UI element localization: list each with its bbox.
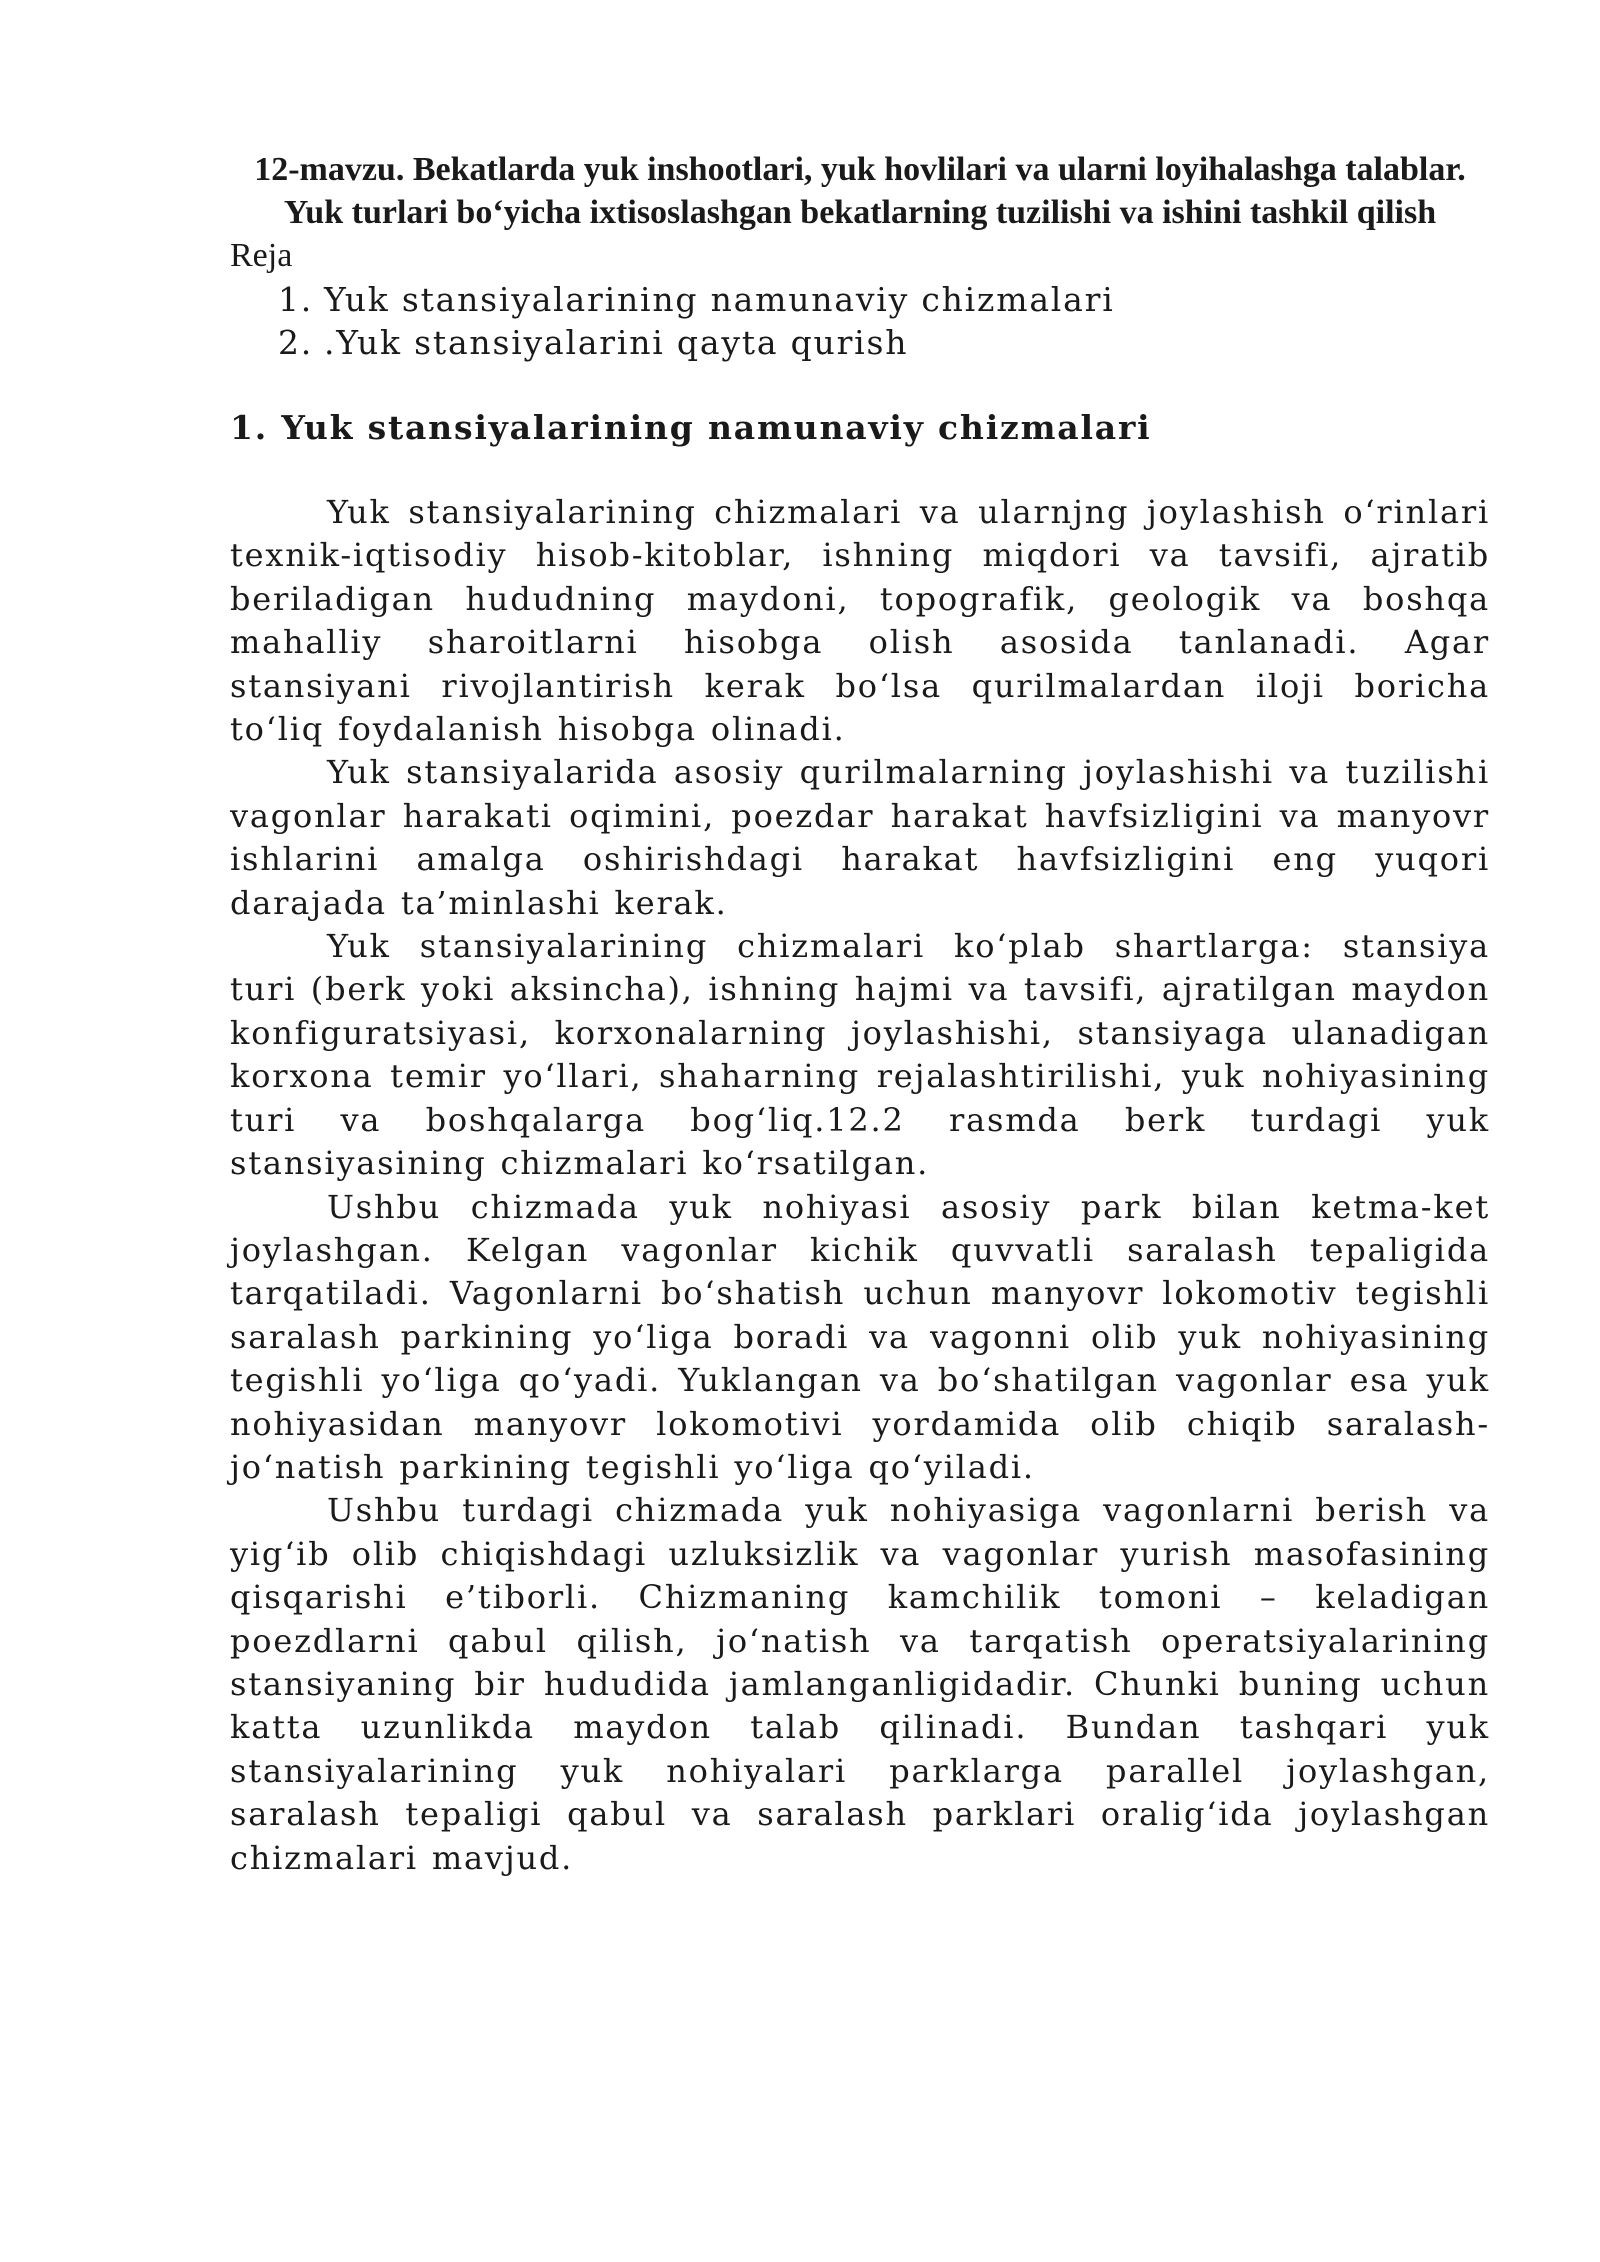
document-title: 12-mavzu. Bekatlarda yuk inshootlari, yuk hovlilari va ularni loyihalashga talablar. Yuk turlari bo‘yicha ixtisoslashgan bekatlarning tuzilishi va ishini tashkil qilish — [254, 151, 1466, 231]
paragraph: Ushbu chizmada yuk nohiyasi asosiy park bilan ketma-ket joylashgan. Kelgan vagonlar kichik quvvatli saralash tepaligida tarqatiladi. Vagonlarni bo‘shatish uchun manyovr lokomotiv tegishli saralash parkining yo‘liga boradi va vagonni olib yuk nohiyasining tegishli yo‘liga qo‘yadi. Yuklangan va bo‘shatilgan vagonlar esa yuk nohiyasidan manyovr lokomotivi yordamida olib chiqib saralash-jo‘natish parkining tegishli yo‘liga qo‘yiladi. — [230, 1187, 1490, 1486]
document-page — [230, 148, 1490, 1880]
plan-item — [278, 321, 1490, 364]
paragraph: Yuk stansiyalarining chizmalari ko‘plab shartlarga: stansiya turi (berk yoki aksincha), ishning hajmi va tavsifi, ajratilgan maydon konfiguratsiyasi, korxonalarning joylashishi, stansiyaga ulanadigan korxona temir yo‘llari, shaharning rejalashtirilishi, yuk nohiyasining turi va boshqalarga bog‘liq.12.2 rasmda berk turdagi yuk stansiyasining chizmalari ko‘rsatilgan. — [230, 927, 1490, 1183]
paragraph: Yuk stansiyalarining chizmalari va ularnjng joylashish o‘rinlari texnik-iqtisodiy hisob-kitoblar, ishning miqdori va tavsifi, ajratib beriladigan hududning maydoni, topografik, geologik va boshqa mahalliy sharoitlarni hisobga olish asosida tanlanadi. Agar stansiyani rivojlantirish kerak bo‘lsa qurilmalardan iloji boricha to‘liq foydalanish hisobga olinadi. — [230, 493, 1490, 749]
plan-item-number: 1. — [278, 280, 314, 319]
plan-list — [230, 278, 1490, 364]
plan-item-text: Yuk stansiyalarining namunaviy chizmalari — [324, 280, 1115, 319]
plan-label: Reja — [230, 237, 293, 274]
plan-item-text: .Yuk stansiyalarini qayta qurish — [324, 323, 909, 362]
paragraph: Yuk stansiyalarida asosiy qurilmalarning joylashishi va tuzilishi vagonlar harakati oqimini, poezdar harakat havfsizligini va manyovr ishlarini amalga oshirishdagi harakat havfsizligini eng yuqori darajada ta’minlashi kerak. — [230, 753, 1490, 922]
plan-item-number: 2. — [278, 323, 314, 362]
section-heading: 1. Yuk stansiyalarining namunaviy chizmalari — [230, 408, 1152, 447]
body-text — [230, 491, 1490, 1880]
plan-item — [278, 278, 1490, 321]
paragraph: Ushbu turdagi chizmada yuk nohiyasiga vagonlarni berish va yig‘ib olib chiqishdagi uzluksizlik va vagonlar yurish masofasining qisqarishi e’tiborli. Chizmaning kamchilik tomoni – keladigan poezdlarni qabul qilish, jo‘natish va tarqatish operatsiyalarining stansiyaning bir hududida jamlanganligidadir. Chunki buning uchun katta uzunlikda maydon talab qilinadi. Bundan tashqari yuk stansiyalarining yuk nohiyalari parklarga parallel joylashgan, saralash tepaligi qabul va saralash parklari oralig‘ida joylashgan chizmalari mavjud. — [230, 1491, 1490, 1877]
